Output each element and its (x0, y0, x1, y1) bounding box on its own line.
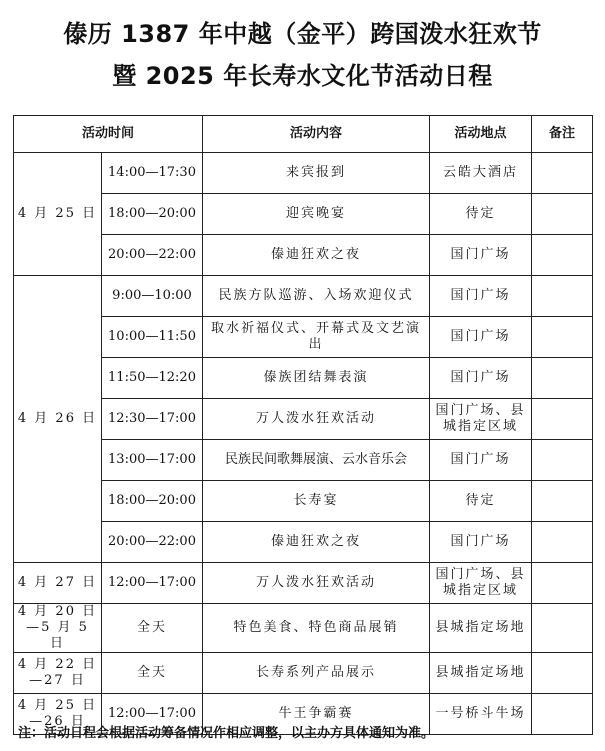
time-cell: 20:00—22:00 (102, 235, 203, 276)
place-cell: 国门广场 (430, 358, 532, 399)
content-cell: 特色美食、特色商品展销 (203, 604, 430, 653)
remark-cell (532, 399, 593, 440)
remark-cell (532, 653, 593, 694)
content-cell: 长寿系列产品展示 (203, 653, 430, 694)
remark-cell (532, 440, 593, 481)
date-cell: 4 月 27 日 (14, 563, 102, 604)
date-cell: 4 月 20 日—5 月 5 日 (14, 604, 102, 653)
place-cell: 国门广场 (430, 440, 532, 481)
table-row (14, 653, 593, 694)
remark-cell (532, 153, 593, 194)
content-cell: 傣迪狂欢之夜 (203, 235, 430, 276)
time-cell: 9:00—10:00 (102, 276, 203, 317)
content-cell: 迎宾晚宴 (203, 194, 430, 235)
header-content: 活动内容 (203, 116, 430, 153)
time-cell: 18:00—20:00 (102, 194, 203, 235)
remark-cell (532, 194, 593, 235)
table-row (14, 563, 593, 604)
header-time: 活动时间 (14, 116, 203, 153)
place-cell: 国门广场 (430, 276, 532, 317)
header-remark: 备注 (532, 116, 593, 153)
time-cell: 14:00—17:30 (102, 153, 203, 194)
remark-cell (532, 235, 593, 276)
table-row (14, 604, 593, 653)
time-cell: 12:00—17:00 (102, 563, 203, 604)
table-header-row (14, 116, 593, 153)
remark-cell (532, 563, 593, 604)
remark-cell (532, 317, 593, 358)
place-cell: 待定 (430, 194, 532, 235)
place-cell: 云皓大酒店 (430, 153, 532, 194)
content-cell: 万人泼水狂欢活动 (203, 399, 430, 440)
footnote: 注：活动日程会根据活动筹备情况作相应调整，以主办方具体通知为准。 (18, 726, 435, 741)
schedule-table (13, 115, 593, 735)
header-place: 活动地点 (430, 116, 532, 153)
time-cell: 12:00—17:00 (102, 694, 203, 735)
time-cell: 13:00—17:00 (102, 440, 203, 481)
place-cell: 国门广场 (430, 317, 532, 358)
place-cell: 县城指定场地 (430, 653, 532, 694)
time-cell: 全天 (102, 653, 203, 694)
time-cell: 11:50—12:20 (102, 358, 203, 399)
place-cell: 一号桥斗牛场 (430, 694, 532, 735)
time-cell: 20:00—22:00 (102, 522, 203, 563)
content-cell: 来宾报到 (203, 153, 430, 194)
time-cell: 全天 (102, 604, 203, 653)
content-cell: 取水祈福仪式、开幕式及文艺演出 (203, 317, 430, 358)
content-cell: 万人泼水狂欢活动 (203, 563, 430, 604)
time-cell: 18:00—20:00 (102, 481, 203, 522)
date-cell: 4 月 22 日—27 日 (14, 653, 102, 694)
place-cell: 国门广场 (430, 235, 532, 276)
content-cell: 民族方队巡游、入场欢迎仪式 (203, 276, 430, 317)
remark-cell (532, 522, 593, 563)
content-cell: 长寿宴 (203, 481, 430, 522)
date-cell: 4 月 25 日 (14, 153, 102, 276)
time-cell: 12:30—17:00 (102, 399, 203, 440)
document-title-line-2: 暨 2025 年长寿水文化节活动日程 (112, 62, 493, 90)
table-row (14, 276, 593, 317)
remark-cell (532, 694, 593, 735)
place-cell: 待定 (430, 481, 532, 522)
place-cell: 国门广场、县城指定区域 (430, 399, 532, 440)
content-cell: 民族民间歌舞展演、云水音乐会 (203, 440, 430, 481)
document-title-line-1: 傣历 1387 年中越（金平）跨国泼水狂欢节 (63, 20, 542, 48)
content-cell: 傣族团结舞表演 (203, 358, 430, 399)
date-cell: 4 月 26 日 (14, 276, 102, 563)
remark-cell (532, 276, 593, 317)
remark-cell (532, 604, 593, 653)
place-cell: 县城指定场地 (430, 604, 532, 653)
remark-cell (532, 481, 593, 522)
content-cell: 傣迪狂欢之夜 (203, 522, 430, 563)
place-cell: 国门广场、县城指定区域 (430, 563, 532, 604)
place-cell: 国门广场 (430, 522, 532, 563)
date-cell: 4 月 25 日—26 日 (14, 694, 102, 735)
content-cell: 牛王争霸赛 (203, 694, 430, 735)
remark-cell (532, 358, 593, 399)
table-row (14, 153, 593, 194)
time-cell: 10:00—11:50 (102, 317, 203, 358)
